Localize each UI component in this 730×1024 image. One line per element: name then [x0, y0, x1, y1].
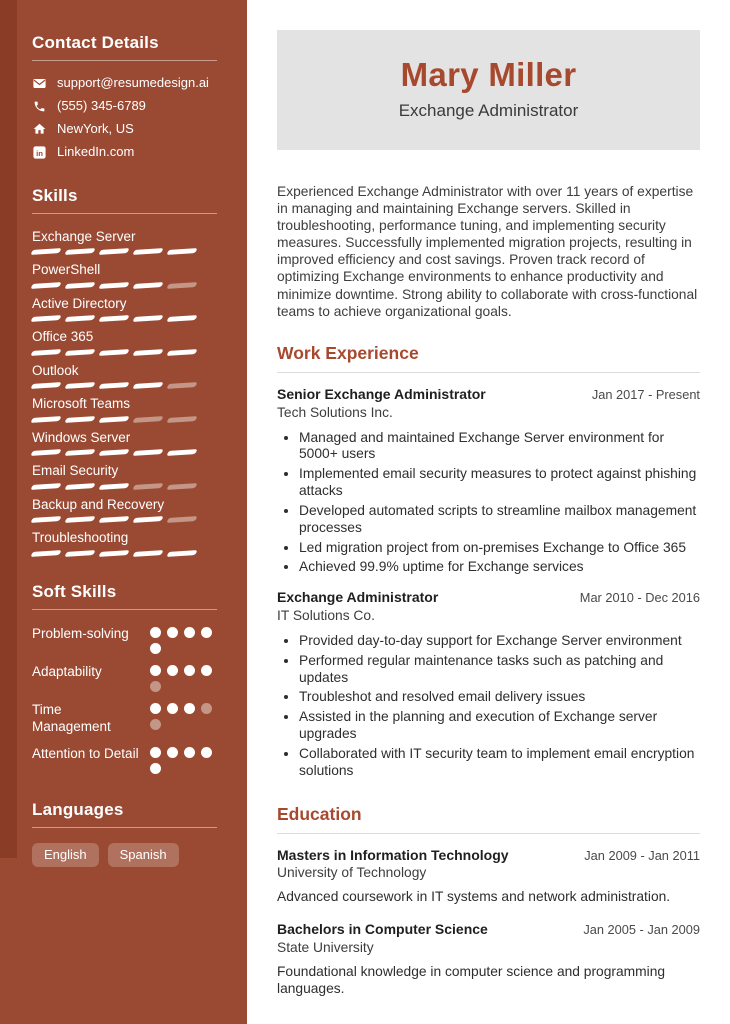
- divider: [32, 60, 217, 61]
- soft-skill-label: Attention to Detail: [32, 746, 139, 761]
- soft-skill-dot: [184, 703, 195, 714]
- skill-bar-segment: [64, 248, 95, 255]
- job-title: Exchange Administrator: [277, 589, 439, 606]
- skill-item: [32, 497, 217, 523]
- skill-level-bar: [32, 450, 217, 455]
- skill-level-bar: [32, 551, 217, 556]
- skill-level-bar: [32, 316, 217, 321]
- soft-skill-dot: [201, 703, 212, 714]
- contact-item: [32, 76, 217, 91]
- skill-item: [32, 363, 217, 389]
- skill-bar-segment: [132, 248, 163, 255]
- soft-skill-item: [32, 701, 217, 736]
- skill-label: Exchange Server: [32, 228, 136, 244]
- education-school: University of Technology: [277, 865, 427, 881]
- job-bullet: • Collaborated with IT security team to implement email encryption solutions: [299, 746, 700, 780]
- skill-bar-segment: [64, 416, 95, 423]
- job-bullet: • Led migration project from on-premises Exchange to Office 365: [299, 540, 700, 557]
- skill-bar-segment: [98, 483, 129, 490]
- skill-bar-segment: [132, 315, 163, 322]
- education-description: Advanced coursework in IT systems and network administration.: [277, 889, 671, 905]
- soft-skill-dot: [150, 643, 161, 654]
- soft-skill-dots: [150, 625, 217, 654]
- skill-bar-segment: [30, 550, 61, 557]
- education-degree: Masters in Information Technology: [277, 846, 509, 863]
- skill-item: [32, 396, 217, 422]
- skill-item: [32, 296, 217, 322]
- soft-skill-dot: [167, 627, 178, 638]
- contact-section: [32, 33, 217, 160]
- language-badge: Spanish: [108, 843, 179, 867]
- skill-bar-segment: [132, 550, 163, 557]
- skill-bar-segment: [166, 550, 197, 557]
- person-title: Exchange Administrator: [398, 101, 579, 120]
- skill-bar-segment: [30, 516, 61, 523]
- soft-skills-section: [32, 582, 217, 774]
- skill-item: [32, 229, 217, 255]
- linkedin-icon: [32, 146, 47, 159]
- skill-bar-segment: [132, 282, 163, 289]
- skills-list: [32, 229, 217, 556]
- skill-label: Troubleshooting: [32, 530, 129, 546]
- soft-skills-heading: Soft Skills: [32, 581, 117, 601]
- education-entry: [277, 921, 700, 997]
- skill-item: [32, 262, 217, 288]
- language-badge: English: [32, 843, 99, 867]
- job-bullet: • Troubleshot and resolved email delivery issues: [299, 689, 700, 706]
- skill-level-bar: [32, 249, 217, 254]
- education-dates: Jan 2005 - Jan 2009: [583, 922, 700, 938]
- skill-label: Email Security: [32, 463, 119, 479]
- home-icon: [32, 122, 47, 136]
- skill-bar-segment: [30, 315, 61, 322]
- skill-bar-segment: [64, 449, 95, 456]
- job-bullet-list: [277, 430, 700, 577]
- skills-heading: Skills: [32, 185, 78, 205]
- soft-skill-dot: [150, 747, 161, 758]
- job-bullet: • Implemented email security measures to protect against phishing attacks: [299, 466, 700, 500]
- soft-skill-item: [32, 745, 217, 774]
- divider: [32, 213, 217, 214]
- contact-item-text: (555) 345-6789: [57, 97, 146, 113]
- skill-item: [32, 530, 217, 556]
- education-list: [277, 847, 700, 998]
- divider: [32, 609, 217, 610]
- skill-label: Office 365: [32, 329, 94, 345]
- job-bullet: • Managed and maintained Exchange Server environment for 5000+ users: [299, 430, 700, 464]
- soft-skill-label: Adaptability: [32, 663, 102, 679]
- skill-bar-segment: [98, 382, 129, 389]
- soft-skill-dot: [167, 665, 178, 676]
- skill-label: Outlook: [32, 362, 79, 378]
- skills-section: [32, 186, 217, 556]
- skill-bar-segment: [98, 349, 129, 356]
- contact-item: [32, 145, 217, 160]
- education-header: [277, 921, 700, 938]
- soft-skill-label: Time Management: [32, 701, 111, 735]
- soft-skill-item: [32, 663, 217, 692]
- skill-bar-segment: [166, 282, 197, 289]
- skill-level-bar: [32, 350, 217, 355]
- education-entry: [277, 847, 700, 907]
- skill-bar-segment: [30, 248, 61, 255]
- header-banner: [277, 30, 700, 150]
- skill-label: PowerShell: [32, 262, 101, 278]
- work-experience-heading: Work Experience: [277, 343, 700, 373]
- education-header: [277, 847, 700, 864]
- job-header: [277, 386, 700, 403]
- job-bullet: • Provided day-to-day support for Exchange Server environment: [299, 633, 700, 650]
- soft-skill-dot: [201, 665, 212, 676]
- job-bullet: • Performed regular maintenance tasks such as patching and updates: [299, 653, 700, 687]
- skill-bar-segment: [64, 516, 95, 523]
- skill-bar-segment: [64, 282, 95, 289]
- job-bullet: • Developed automated scripts to streamline mailbox management processes: [299, 503, 700, 537]
- job-bullet: • Assisted in the planning and execution of Exchange server upgrades: [299, 709, 700, 743]
- skill-bar-segment: [30, 382, 61, 389]
- skill-bar-segment: [64, 349, 95, 356]
- languages-list: [32, 843, 217, 867]
- skill-bar-segment: [132, 449, 163, 456]
- job-bullet-list: [277, 633, 700, 780]
- skill-bar-segment: [98, 550, 129, 557]
- skill-bar-segment: [166, 248, 197, 255]
- soft-skill-item: [32, 625, 217, 654]
- job-dates: Jan 2017 - Present: [591, 386, 700, 402]
- soft-skill-dot: [150, 681, 161, 692]
- soft-skill-dot: [150, 763, 161, 774]
- contact-item-text: LinkedIn.com: [57, 143, 135, 159]
- contact-item-text: support@resumedesign.ai: [57, 75, 209, 90]
- skill-bar-segment: [98, 449, 129, 456]
- job-company: IT Solutions Co.: [277, 607, 375, 623]
- skill-bar-segment: [64, 382, 95, 389]
- jobs-list: [277, 386, 700, 780]
- contact-item-text: NewYork, US: [57, 120, 134, 136]
- person-name: Mary Miller: [400, 56, 577, 93]
- skill-item: [32, 329, 217, 355]
- soft-skill-dot: [150, 703, 161, 714]
- languages-heading: Languages: [32, 800, 124, 819]
- soft-skill-dot: [201, 627, 212, 638]
- skill-bar-segment: [132, 516, 163, 523]
- education-dates: Jan 2009 - Jan 2011: [584, 847, 700, 863]
- main-content: [247, 0, 730, 1024]
- skill-level-bar: [32, 383, 217, 388]
- sidebar: [0, 0, 247, 1024]
- soft-skill-dot: [184, 747, 195, 758]
- skill-bar-segment: [30, 349, 61, 356]
- skill-bar-segment: [98, 516, 129, 523]
- job-entry: [277, 386, 700, 576]
- skill-bar-segment: [166, 483, 197, 490]
- job-bullet: • Achieved 99.9% uptime for Exchange services: [299, 559, 700, 576]
- education-degree: Bachelors in Computer Science: [277, 921, 488, 938]
- soft-skill-dots: [150, 663, 217, 692]
- skill-bar-segment: [64, 315, 95, 322]
- skill-label: Windows Server: [32, 429, 131, 445]
- job-title: Senior Exchange Administrator: [277, 385, 486, 402]
- skill-bar-segment: [30, 416, 61, 423]
- contact-heading: Contact Details: [32, 33, 159, 52]
- soft-skill-dot: [184, 665, 195, 676]
- skill-label: Active Directory: [32, 295, 127, 311]
- skill-bar-segment: [166, 449, 197, 456]
- soft-skills-list: [32, 625, 217, 774]
- contact-item: [32, 122, 217, 137]
- email-icon: [32, 77, 47, 90]
- skill-label: Microsoft Teams: [32, 396, 131, 412]
- skill-item: [32, 463, 217, 489]
- contact-item: [32, 99, 217, 114]
- skill-bar-segment: [98, 282, 129, 289]
- job-dates: Mar 2010 - Dec 2016: [579, 590, 700, 606]
- soft-skill-dots: [150, 745, 217, 774]
- skill-level-bar: [32, 484, 217, 489]
- languages-section: [32, 800, 217, 867]
- soft-skill-dot: [167, 703, 178, 714]
- education-school: State University: [277, 940, 374, 956]
- svg-text:in: in: [36, 148, 43, 158]
- skill-item: [32, 430, 217, 456]
- skill-bar-segment: [64, 483, 95, 490]
- education-section: [277, 804, 700, 998]
- work-experience-section: [277, 343, 700, 780]
- skill-level-bar: [32, 417, 217, 422]
- skill-bar-segment: [98, 248, 129, 255]
- skill-level-bar: [32, 517, 217, 522]
- skill-bar-segment: [98, 315, 129, 322]
- skill-label: Backup and Recovery: [32, 496, 165, 512]
- skill-bar-segment: [132, 483, 163, 490]
- skill-bar-segment: [98, 416, 129, 423]
- skill-bar-segment: [166, 516, 197, 523]
- skill-bar-segment: [166, 382, 197, 389]
- soft-skill-dot: [150, 719, 161, 730]
- job-entry: [277, 589, 700, 779]
- job-header: [277, 589, 700, 606]
- skill-bar-segment: [30, 282, 61, 289]
- summary-text: Experienced Exchange Administrator with over 11 years of expertise in managing and maintaining Exchange servers. Skilled in troubleshooting, performance tuning, and implementing security measures. Successfully implemented migration projects, resulting in improved efficiency and cost savings. Proven track record of optimizing Exchange environments to enhance productivity and minimize downtime. Strong ability to collaborate with cross-functional teams to achieve organizational goals.: [277, 184, 698, 319]
- soft-skill-dot: [201, 747, 212, 758]
- sidebar-edge-strip: [0, 0, 17, 858]
- skill-bar-segment: [166, 349, 197, 356]
- skill-level-bar: [32, 283, 217, 288]
- soft-skill-dot: [150, 665, 161, 676]
- soft-skill-dot: [167, 747, 178, 758]
- skill-bar-segment: [132, 349, 163, 356]
- soft-skill-dot: [150, 627, 161, 638]
- soft-skill-label: Problem-solving: [32, 625, 129, 641]
- phone-icon: [32, 100, 47, 113]
- skill-bar-segment: [64, 550, 95, 557]
- job-company: Tech Solutions Inc.: [277, 404, 393, 420]
- education-description: Foundational knowledge in computer science and programming languages.: [277, 964, 666, 996]
- soft-skill-dots: [150, 701, 217, 730]
- soft-skill-dot: [184, 627, 195, 638]
- skill-bar-segment: [166, 416, 197, 423]
- contact-list: [32, 76, 217, 160]
- skill-bar-segment: [132, 382, 163, 389]
- skill-bar-segment: [166, 315, 197, 322]
- education-heading: Education: [277, 804, 700, 834]
- skill-bar-segment: [30, 483, 61, 490]
- divider: [32, 827, 217, 828]
- skill-bar-segment: [30, 449, 61, 456]
- skill-bar-segment: [132, 416, 163, 423]
